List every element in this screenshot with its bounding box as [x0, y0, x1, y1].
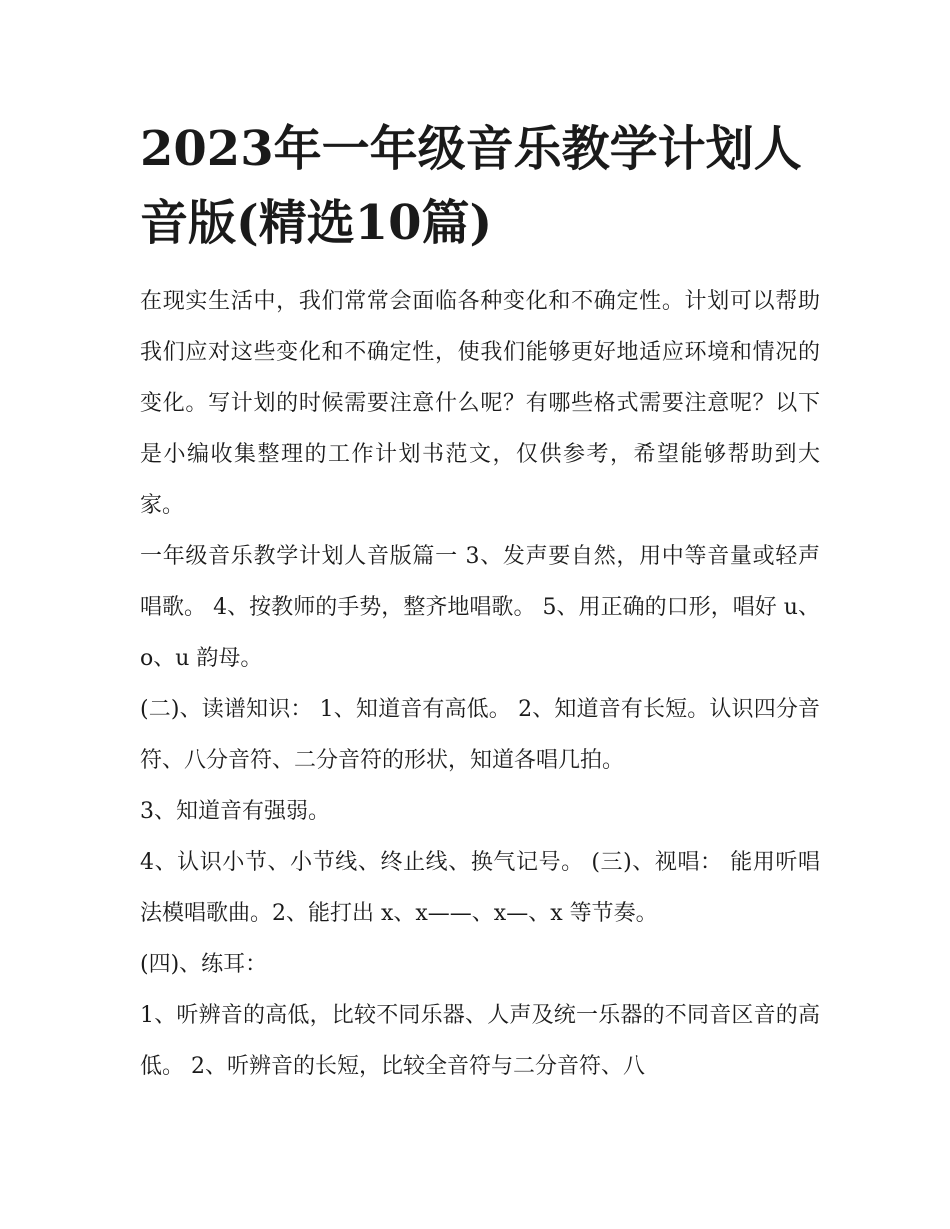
paragraph-singing: 一年级音乐教学计划人音版篇一 3、发声要自然，用中等音量或轻声唱歌。 4、按教师的手势，整齐地唱歌。 5、用正确的口形，唱好 u、o、u 韵母。: [140, 544, 820, 671]
document-title: 2023年一年级音乐教学计划人音版(精选10篇): [140, 121, 802, 251]
paragraph-ear-training: 1、听辨音的高低，比较不同乐器、人声及统一乐器的不同音区音的高低。 2、听辨音的长短，比较全音符与二分音符、八: [140, 1003, 820, 1079]
paragraph-reading-score: (二)、读谱知识： 1、知道音有高低。 2、知道音有长短。认识四分音符、八分音符、二分音符的形状，知道各唱几拍。: [140, 697, 820, 773]
paragraph-intro: 在现实生活中，我们常常会面临各种变化和不确定性。计划可以帮助我们应对这些变化和不确定性，使我们能够更好地适应环境和情况的变化。写计划的时候需要注意什么呢？有哪些格式需要注意呢？以下是小编收集整理的工作计划书范文，仅供参考，希望能够帮助到大家。: [140, 289, 820, 518]
paragraph-ear-training-heading: (四)、练耳：: [140, 952, 268, 977]
paragraph-dynamics: 3、知道音有强弱。: [140, 799, 330, 824]
document-page: [140, 112, 820, 1092]
paragraph-sight-singing: 4、认识小节、小节线、终止线、换气记号。 (三)、视唱： 能用听唱法模唱歌曲。2、能打出 x、x——、x—、x 等节奏。: [140, 850, 820, 926]
document-body: [140, 276, 820, 1092]
